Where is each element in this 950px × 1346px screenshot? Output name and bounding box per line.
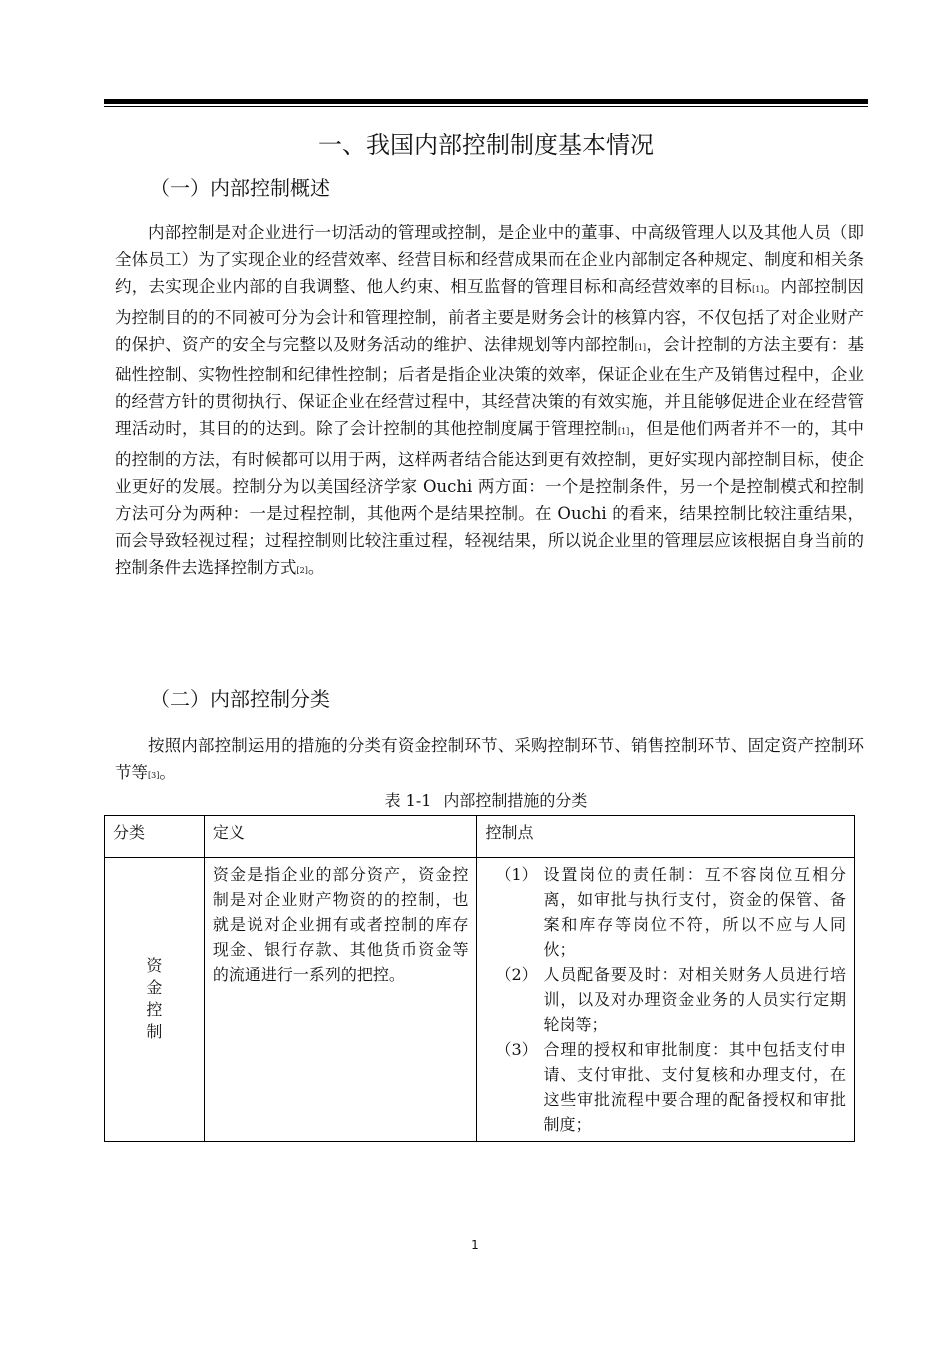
control-points-list xyxy=(485,862,846,1137)
paragraph-text: 。内部控制因为控制目的的不同被可分为会计和管理控制，前者主要是财务会计的核算内容，不仅包括了对企业财产的保护、资产的安全与完整以及财务活动的维护、法律规划等内部控制 xyxy=(115,277,865,354)
point-text: 人员配备要及时：对相关财务人员进行培训，以及对办理资金业务的人员实行定期轮岗等； xyxy=(543,965,846,1034)
paragraph-text: ，会计控制的方法主要有：基础性控制、实物性控制和纪律性控制；后者是指企业决策的效率，保证企业在生产及销售过程中，企业的经营方针的贯彻执行、保证企业在经营过程中，其经营决策的有效实施，并且能够促进企业在经营管理活动时，其目的的达到。除了会计控制的其他控制度属于管理控制 xyxy=(115,334,865,439)
header-rule-thin xyxy=(104,106,868,107)
list-item xyxy=(485,1037,846,1137)
citation-ref: [1] xyxy=(634,342,647,352)
paragraph-text: 内部控制是对企业进行一切活动的管理或控制，是企业中的董事、中高级管理人以及其他人员（即全体员工）为了实现企业的经营效率、经营目标和经营成果而在企业内部制定各种规定、制度和相关条约，去实现企业内部的自我调整、他人约束、相互监督的管理目标和高经营效率的目标 xyxy=(115,223,864,297)
header-definition: 定义 xyxy=(204,816,477,858)
section-heading-classification: （二）内部控制分类 xyxy=(150,687,330,711)
control-points-cell xyxy=(477,858,855,1142)
table-caption-label: 表 1-1 xyxy=(384,791,432,810)
category-cell xyxy=(105,858,205,1142)
page-number: 1 xyxy=(471,1238,479,1252)
point-number: （3） xyxy=(495,1040,538,1059)
paragraph-text: 。 xyxy=(307,558,325,578)
citation-ref: [1] xyxy=(617,427,630,437)
list-item xyxy=(485,862,846,962)
chapter-heading: 一、我国内部控制制度基本情况 xyxy=(318,131,654,160)
point-number: （1） xyxy=(495,865,538,884)
table-row xyxy=(105,858,855,1142)
header-category: 分类 xyxy=(105,816,205,858)
overview-paragraph xyxy=(115,219,864,585)
header-control-points: 控制点 xyxy=(477,816,855,858)
citation-ref: [1] xyxy=(752,285,764,295)
header-rule-thick xyxy=(104,99,868,104)
control-measures-table xyxy=(104,815,855,1142)
paragraph-text: 。 xyxy=(159,763,176,783)
point-number: （2） xyxy=(495,965,538,984)
definition-cell: 资金是指企业的部分资产，资金控制是对企业财产物资的的控制，也就是说对企业拥有或者控制的库存现金、银行存款、其他货币资金等的流通进行一系列的把控。 xyxy=(204,858,477,1142)
paragraph-text: ，但是他们两者并不一的，其中的控制的方法，有时候都可以用于两，这样两者结合能达到更有效控制，更好实现内部控制目标，使企业更好的发展。控制分为以美国经济学家 Ouchi 两方面：一个是控制条件，另一个是控制模式和控制方法可分为两种：一是过程控制，其他两个是结果控制。在 Ouchi 的看来，结果控制比较注重结果，而会导致轻视过程；过程控制则比较注重过程，轻视结果，所以说企业里的管理层应该根据自身当前的控制条件去选择控制方式 xyxy=(115,419,865,578)
table-header-row xyxy=(105,816,855,858)
list-item xyxy=(485,962,846,1037)
table-caption xyxy=(104,789,868,813)
citation-ref: [3] xyxy=(148,771,160,781)
point-text: 设置岗位的责任制：互不容岗位互相分离，如审批与执行支付，资金的保管、备案和库存等岗位不符，所以不应与人同伙； xyxy=(543,865,846,959)
section-heading-overview: （一）内部控制概述 xyxy=(150,176,330,200)
classification-paragraph xyxy=(115,732,864,789)
point-text: 合理的授权和审批制度：其中包括支付申请、支付审批、支付复核和办理支付，在这些审批流程中要合理的配备授权和审批制度； xyxy=(543,1040,846,1134)
category-vertical-text: 资 金 控 制 xyxy=(146,956,163,1041)
citation-ref: [2] xyxy=(296,566,308,576)
table-caption-title: 内部控制措施的分类 xyxy=(443,791,588,810)
paragraph-text: 按照内部控制运用的措施的分类有资金控制环节、采购控制环节、销售控制环节、固定资产控制环节等 xyxy=(115,736,864,783)
